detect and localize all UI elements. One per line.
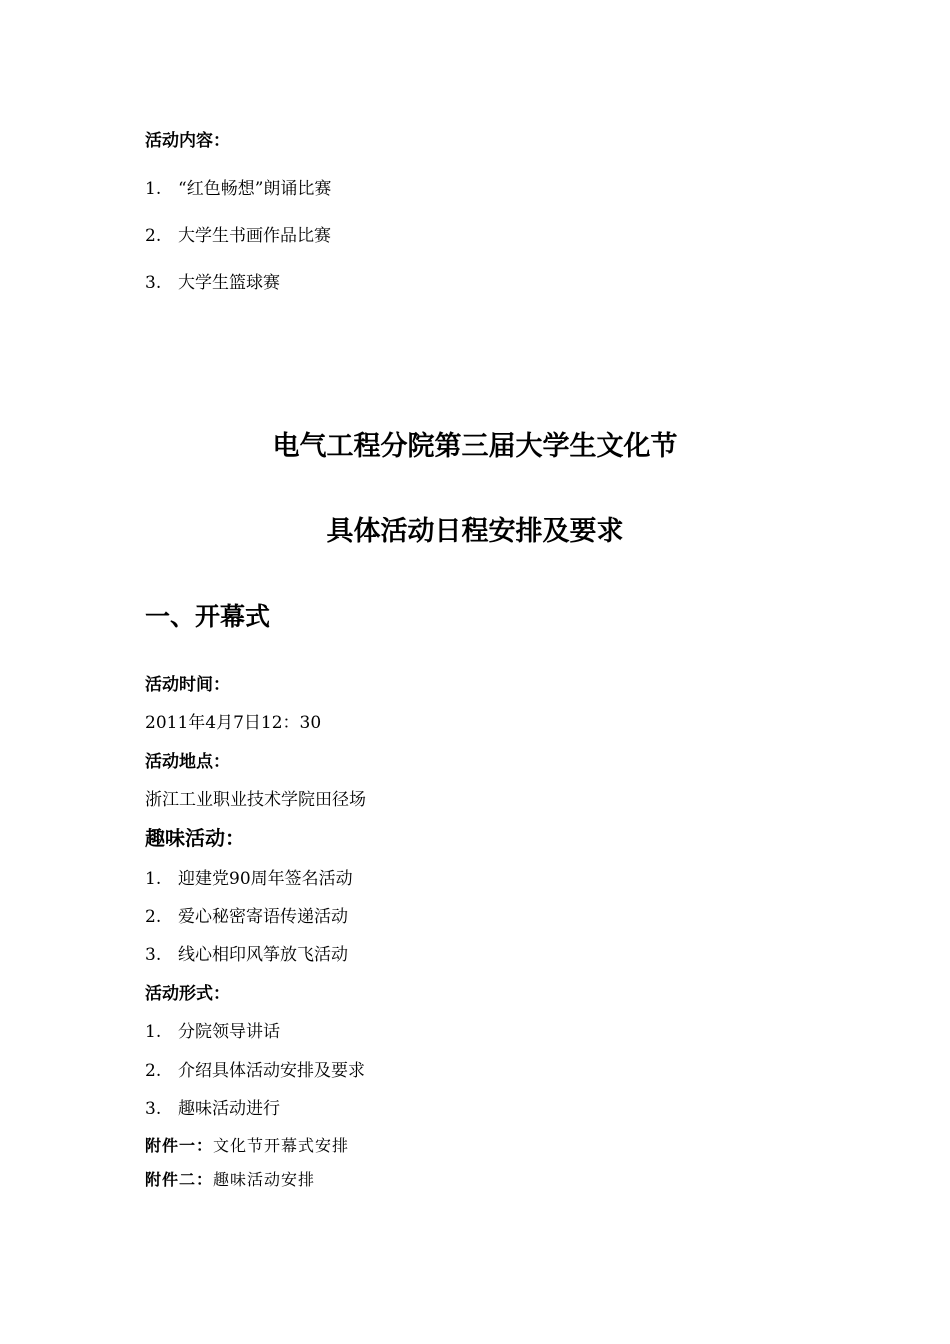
list-item [145,1056,365,1081]
activity-content-label: 活动内容： [145,131,230,151]
list-item-number: 2. [145,226,162,246]
attachment-item [145,1167,315,1190]
list-item-number: 1. [145,869,162,889]
list-item-text: 大学生书画作品比赛 [178,226,331,246]
fun-activities-label: 趣味活动： [145,826,245,850]
list-item [145,1094,280,1119]
document-title-line2: 具体活动日程安排及要求 [326,516,624,547]
activity-time-label: 活动时间： [145,675,230,695]
attachment-label: 附件一： [145,1136,214,1155]
list-item-text: 线心相印风筝放飞活动 [178,945,348,965]
list-item-number: 1. [145,1022,162,1042]
list-item [145,940,348,965]
list-item [145,268,280,293]
list-item-text: 分院领导讲话 [178,1022,280,1042]
list-item-number: 3. [145,1099,162,1119]
list-item-text: 大学生篮球赛 [178,273,280,293]
list-item-number: 3. [145,945,162,965]
attachment-text: 文化节开幕式安排 [213,1136,350,1155]
list-item-number: 1. [145,179,162,199]
attachment-text: 趣味活动安排 [213,1170,316,1189]
attachment-label: 附件二： [145,1170,214,1189]
list-item [145,174,331,199]
list-item-text: 迎建党90周年签名活动 [178,869,353,889]
list-item-number: 2. [145,907,162,927]
list-item-number: 3. [145,273,162,293]
list-item-text: 爱心秘密寄语传递活动 [178,907,348,927]
activity-form-label: 活动形式： [145,984,230,1004]
list-item [145,1017,280,1042]
activity-place-label: 活动地点： [145,752,230,772]
list-item [145,864,353,889]
activity-time-value: 2011年4月7日12：30 [145,713,322,733]
activity-place-value: 浙江工业职业技术学院田径场 [145,790,366,810]
list-item-text: 介绍具体活动安排及要求 [178,1061,365,1081]
list-item-text: “红色畅想”朗诵比赛 [178,179,332,199]
list-item [145,902,348,927]
list-item [145,221,331,246]
attachment-item [145,1133,349,1156]
list-item-number: 2. [145,1061,162,1081]
document-title-line1: 电气工程分院第三届大学生文化节 [272,431,678,462]
list-item-text: 趣味活动进行 [178,1099,280,1119]
section-heading-opening: 一、开幕式 [145,602,271,631]
